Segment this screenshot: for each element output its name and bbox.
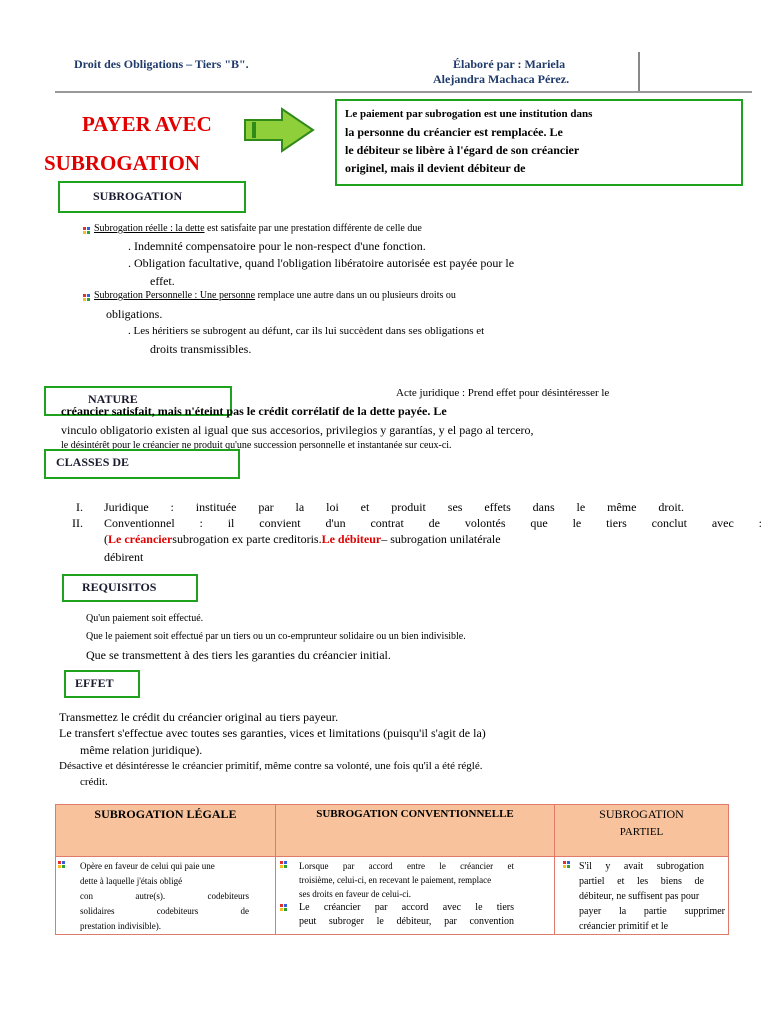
nature-label: NATURE [88,392,138,406]
table-header-text: PARTIEL [619,826,664,838]
effet-item: crédit. [80,776,108,788]
effet-item: Désactive et désintéresse le créancier primitif, même contre sa volonté, une fois qu'il a été réglé. [59,760,483,772]
requisito-item: Que se transmettent à des tiers les garanties du créancier initial. [86,648,391,662]
nature-line3: le désintérêt pour le créancier ne produit qu'une succession personnelle et instantanée sur ceux-ci. [61,440,452,451]
table-header-partiel [555,805,729,857]
conv-open: ( [104,532,108,546]
table-line: Lorsque par accord entre le créancier et [299,861,514,871]
effet-item: Transmettez le crédit du créancier original au tiers payeur. [59,710,339,724]
table-cell-conventionnelle [276,857,555,935]
conv-debiteur: Le débiteur [321,532,382,546]
title-line2: SUBROGATION [44,151,200,175]
nature-line2: vinculo obligatorio existen al igual que sus accesorios, privilegios y garantías, y el pago al tercero, [61,423,534,437]
table-line: débiteur, ne suffisent pas pour [579,891,700,902]
definition-line: la personne du créancier est remplacée. Le [345,125,563,139]
effet-item: même relation juridique). [80,743,203,757]
nature-line1: créancier satisfait, mais n'éteint pas le crédit corrélatif de la dette payée. Le [61,404,447,418]
conv-creancier: Le créancier [108,532,173,546]
header-author-line2: Alejandra Machaca Pérez. [433,72,570,86]
subrogation-reelle-rest: est satisfaite par une prestation différente de celle due [204,223,422,234]
table-line: troisième, celui-ci, en recevant le paiement, remplace [299,875,492,885]
header-author-line1: Élaboré par : Mariela [453,57,566,71]
subrogation-personnelle-rest: remplace une autre dans un ou plusieurs droits ou [255,290,456,301]
table-header-legale [56,805,276,857]
table-line: S'il y avait subrogation [579,861,704,872]
subrogation-personnelle [94,290,456,301]
header-divider [55,91,752,93]
table-header-text: SUBROGATION CONVENTIONNELLE [316,808,514,820]
classes-item-juridique: Juridique : instituée par la loi et produit ses effets dans le même droit. [104,500,684,514]
table-line: prestation indivisible). [80,921,161,931]
requisito-item: Que le paiement soit effectué par un tiers ou un co-emprunteur solidaire ou un bien indivisible. [86,631,466,642]
definition-text [345,105,592,177]
right-arrow-icon [244,106,316,154]
subrogation-personnelle-lead: Subrogation Personnelle : Une personne [94,290,256,301]
conv-end: – subrogation unilatérale [381,532,501,546]
title-line1: PAYER AVEC [82,112,212,136]
table-line: partiel et les biens de [579,876,704,887]
classes-conv-line2: débirent [104,550,144,564]
table-cell-legale [56,857,276,935]
personnelle-item: . Les héritiers se subrogent au défunt, car ils lui succèdent dans ses obligations et [128,325,485,337]
header-course: Droit des Obligations – Tiers "B". [74,57,249,71]
header-divider-vertical [638,52,640,92]
definition-line: le débiteur se libère à l'égard de son créancier [345,143,580,157]
table-line: con autre(s). codebiteurs [80,891,249,901]
table-line: payer la partie supprimer [579,906,725,917]
bullet-icon [58,861,65,868]
bullet-icon [563,861,570,868]
table-line: dette à laquelle j'étais obligé [80,876,183,886]
bullet-icon [280,861,287,868]
reelle-item: . Indemnité compensatoire pour le non-respect d'une fonction. [128,239,426,253]
personnelle-item: droits transmissibles. [150,342,252,356]
table-line: ses droits en faveur de celui-ci. [299,889,411,899]
classes-item-conventionnel: Conventionnel : il convient d'un contrat de volontés que le tiers conclut avec : [104,516,762,530]
reelle-item: effet. [150,274,175,288]
nature-acte: Acte juridique : Prend effet pour désintéresser le [396,387,610,399]
classes-num: II. [72,516,83,530]
table-line: solidaires codebiteurs de [80,906,249,916]
classes-num: I. [76,500,83,514]
requisitos-label: REQUISITOS [82,580,157,594]
definition-line: Le paiement par subrogation est une institution dans [345,108,593,120]
bullet-icon [83,294,90,301]
table-cell-partiel [555,857,729,935]
subrogation-reelle-lead: Subrogation réelle : la dette [94,223,205,234]
table-line: Opère en faveur de celui qui paie une [80,861,215,871]
subrogation-label: SUBROGATION [93,189,183,203]
subrogation-reelle [94,223,422,234]
classes-conv-detail [104,532,501,547]
bullet-icon [83,227,90,234]
table-header-text: SUBROGATION LÉGALE [94,807,237,821]
subrogation-table [55,804,729,935]
table-line: créancier primitif et le [579,921,669,932]
classes-label: CLASSES DE [56,455,130,469]
definition-line: originel, mais il devient débiteur de [345,161,526,175]
table-header-text: SUBROGATION [599,807,684,821]
table-line: peut subroger le débiteur, par convention [299,916,514,927]
reelle-item: . Obligation facultative, quand l'obligation libératoire autorisée est payée pour le [128,256,515,270]
effet-item: Le transfert s'effectue avec toutes ses garanties, vices et limitations (puisqu'il s'agit de la) [59,726,486,740]
effet-label: EFFET [75,676,114,690]
bullet-icon [280,904,287,911]
conv-mid: subrogation ex parte creditoris. [172,532,322,546]
requisito-item: Qu'un paiement soit effectué. [86,613,204,624]
table-header-conventionnelle [276,805,555,857]
personnelle-cont: obligations. [106,307,163,321]
table-line: Le créancier par accord avec le tiers [299,902,514,913]
